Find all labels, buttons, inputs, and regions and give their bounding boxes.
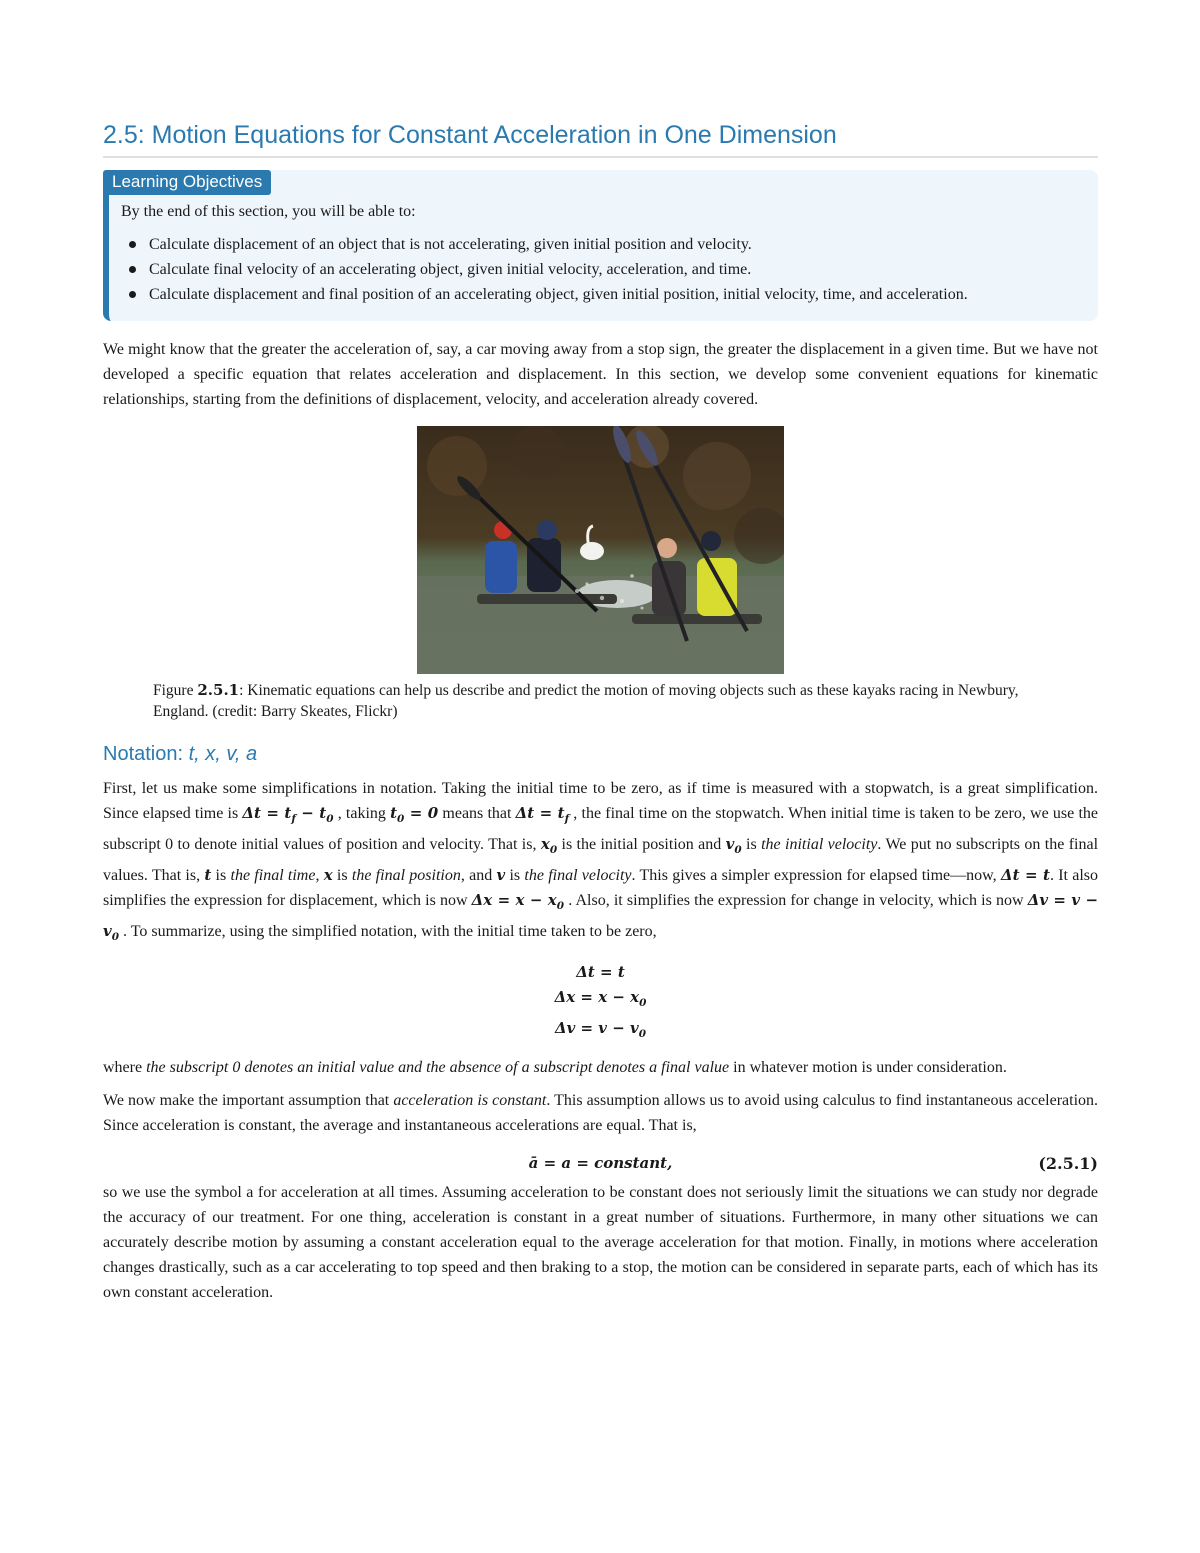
- equation-inline: t: [204, 866, 212, 884]
- equation-inline: $t_0 = 0$: [390, 804, 439, 825]
- equation-inline: $\Delta v = v - v_0$: [103, 891, 1099, 943]
- title-rule: [103, 156, 1098, 158]
- equation-display: Δt = t: [576, 963, 625, 981]
- equation-inline: $\Delta t = t_f - t_0$: [242, 804, 334, 825]
- constant-acceleration-paragraph: We now make the important assumption that acceleration is constant. This assumption allows us to avoid using calculus to find instantaneous acceleration. Since acceleration is constant, the average and instantaneous accelerations are equal. That is,: [103, 1092, 1099, 1134]
- bullet-icon: [129, 291, 136, 298]
- figure-number: 2.5.1: [197, 681, 240, 699]
- learning-objectives-box: [103, 170, 1098, 321]
- kayak-photo: [417, 426, 784, 674]
- learning-objectives-tab: Learning Objectives: [103, 170, 271, 195]
- equation-inline: $\Delta t = t_f$: [515, 804, 570, 825]
- figure-caption: Figure 2.5.1: Kinematic equations can help us describe and predict the motion of moving objects such as these kayaks racing in Newbury, England. (credit: Barry Skeates, Flickr): [153, 681, 1019, 720]
- intro-paragraph: We might know that the greater the acceleration of, say, a car moving away from a stop sign, the greater the displacement in a given time. But we have not developed a specific equation that relates acceleration and displacement. In this section, we develop some convenient equations for kinematic relationships, starting from the definitions of displacement, velocity, and acceleration already covered.: [103, 341, 1098, 408]
- equation-inline: x: [323, 866, 333, 884]
- objective-item: Calculate final velocity of an accelerating object, given initial velocity, acceleration, and time.: [149, 257, 1078, 282]
- bullet-icon: [129, 241, 136, 248]
- equation-2-5-1: [103, 1154, 1098, 1172]
- objective-item: Calculate displacement of an object that is not accelerating, given initial position and velocity.: [149, 232, 1078, 257]
- equation-inline: $\Delta x = x - x_0$: [471, 891, 565, 912]
- bullet-icon: [129, 266, 136, 273]
- equation-expression: ā = a = constant,: [528, 1154, 673, 1172]
- equation-display: $\Delta x = x - x_0$: [554, 988, 647, 1009]
- equation-inline: $v_0$: [725, 835, 742, 856]
- closing-paragraph: so we use the symbol a for acceleration at all times. Assuming acceleration to be constant does not seriously limit the situations we can study nor degrade the accuracy of our treatment. For one thing, acceleration is constant in a great number of situations. Furthermore, in many other situations we can accurately describe motion by assuming a constant acceleration equal to the average acceleration for that motion. Finally, in motions where acceleration changes drastically, such as a car accelerating to top speed and then braking to a stop, the motion can be considered in separate parts, each of which has its own constant acceleration.: [103, 1184, 1098, 1301]
- summary-equations: [103, 960, 1098, 1047]
- notation-heading: Notation: t, x, v, a: [103, 743, 258, 765]
- equation-inline: v: [496, 866, 506, 884]
- equation-number: (2.5.1): [1038, 1153, 1098, 1173]
- notation-paragraph: First, let us make some simplifications in notation. Taking the initial time to be zero, as if time is measured with a stopwatch, is a great simplification. Since elapsed time is $\Delta t = t_f - t_0$ , taking $t_0 = 0$ means that $\Delta t = t_f$ , the final time on the stopwatch. When initial time is taken to be zero, we use the subscript 0 to denote initial values of position and velocity. That is, $x_0$ is the initial position and $v_0$ is the initial velocity. We put no subscripts on the final values. That is, t is the final time, x is the final position, and v is the final velocity. This gives a simpler expression for elapsed time—now, Δt = t. It also simplifies the expression for displacement, which is now $\Delta x = x - x_0$ . Also, it simplifies the expression for change in velocity, which is now $\Delta v = v - v_0$ . To summarize, using the simplified notation, with the initial time taken to be zero,: [103, 780, 1099, 943]
- learning-objectives-list: [121, 232, 1078, 307]
- document-page: [103, 118, 1098, 1305]
- figure: [103, 426, 1098, 722]
- equation-inline: $x_0$: [540, 835, 558, 856]
- learning-objectives-intro: By the end of this section, you will be able to:: [121, 203, 416, 220]
- page-title: 2.5: Motion Equations for Constant Acceleration in One Dimension: [103, 121, 837, 149]
- objective-item: Calculate displacement and final position of an accelerating object, given initial position, initial velocity, time, and acceleration.: [149, 282, 1078, 307]
- subscript-paragraph: where the subscript 0 denotes an initial value and the absence of a subscript denotes a final value in whatever motion is under consideration.: [103, 1059, 1007, 1076]
- equation-inline: Δt = t: [1000, 866, 1050, 884]
- equation-display: $\Delta v = v - v_0$: [554, 1019, 647, 1040]
